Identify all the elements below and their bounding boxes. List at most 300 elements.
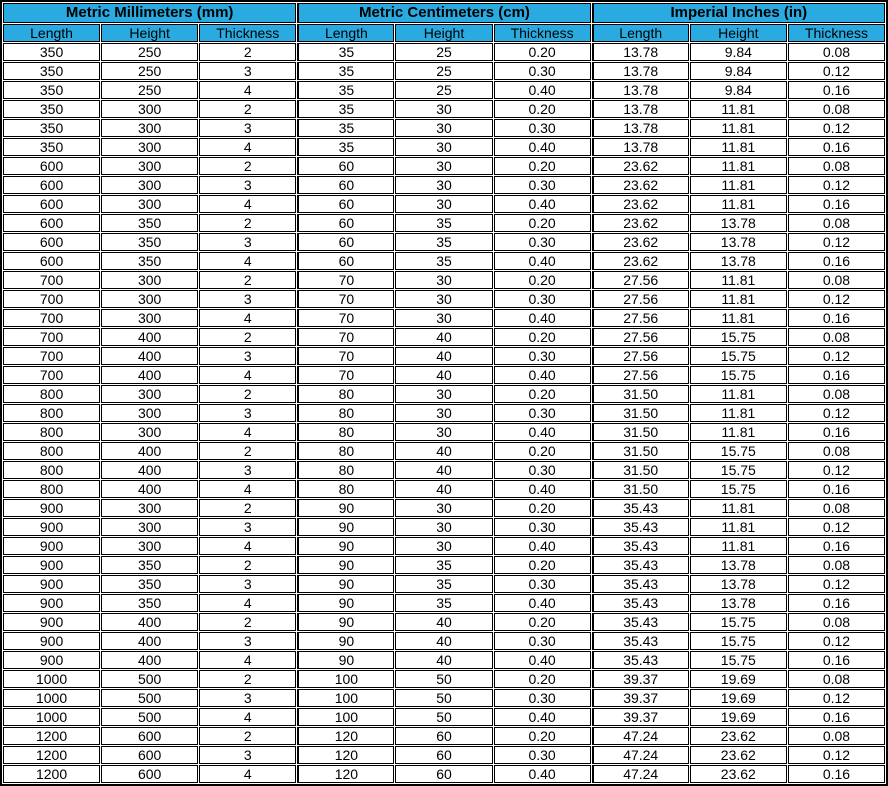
table-cell: 0.12 <box>788 290 885 308</box>
table-cell: 4 <box>199 708 296 726</box>
table-cell: 25 <box>395 43 492 61</box>
table-cell: 800 <box>3 480 100 498</box>
table-row <box>3 157 885 175</box>
table-cell: 3 <box>199 347 296 365</box>
table-row <box>3 423 885 441</box>
table-cell: 800 <box>3 404 100 422</box>
table-cell: 100 <box>297 708 394 726</box>
table-cell: 13.78 <box>592 62 689 80</box>
table-cell: 60 <box>395 765 492 783</box>
table-cell: 31.50 <box>592 404 689 422</box>
table-row <box>3 746 885 764</box>
table-cell: 350 <box>3 100 100 118</box>
table-cell: 300 <box>101 271 198 289</box>
table-cell: 1000 <box>3 708 100 726</box>
table-cell: 90 <box>297 556 394 574</box>
table-cell: 900 <box>3 537 100 555</box>
table-cell: 0.20 <box>494 442 591 460</box>
table-cell: 0.20 <box>494 385 591 403</box>
table-cell: 23.62 <box>690 765 787 783</box>
table-cell: 0.08 <box>788 385 885 403</box>
table-cell: 13.78 <box>690 556 787 574</box>
table-cell: 35 <box>395 556 492 574</box>
table-row <box>3 233 885 251</box>
table-cell: 3 <box>199 62 296 80</box>
table-cell: 80 <box>297 385 394 403</box>
table-cell: 27.56 <box>592 347 689 365</box>
table-cell: 0.16 <box>788 138 885 156</box>
table-cell: 0.12 <box>788 233 885 251</box>
table-cell: 350 <box>101 252 198 270</box>
table-cell: 350 <box>101 575 198 593</box>
table-cell: 0.30 <box>494 575 591 593</box>
table-cell: 11.81 <box>690 499 787 517</box>
table-cell: 600 <box>3 157 100 175</box>
table-cell: 11.81 <box>690 309 787 327</box>
table-cell: 4 <box>199 138 296 156</box>
table-cell: 11.81 <box>690 119 787 137</box>
table-cell: 15.75 <box>690 461 787 479</box>
table-cell: 40 <box>395 613 492 631</box>
table-row <box>3 404 885 422</box>
table-cell: 11.81 <box>690 138 787 156</box>
table-cell: 60 <box>297 195 394 213</box>
table-cell: 15.75 <box>690 366 787 384</box>
table-cell: 35.43 <box>592 575 689 593</box>
table-cell: 39.37 <box>592 689 689 707</box>
table-cell: 2 <box>199 328 296 346</box>
table-cell: 120 <box>297 765 394 783</box>
table-cell: 3 <box>199 290 296 308</box>
table-cell: 900 <box>3 518 100 536</box>
table-cell: 100 <box>297 670 394 688</box>
table-cell: 90 <box>297 537 394 555</box>
table-cell: 35.43 <box>592 651 689 669</box>
column-header-mm-thickness: Thickness <box>199 24 296 42</box>
table-cell: 70 <box>297 347 394 365</box>
table-cell: 1200 <box>3 746 100 764</box>
table-row <box>3 176 885 194</box>
table-cell: 0.40 <box>494 708 591 726</box>
table-row <box>3 594 885 612</box>
table-cell: 70 <box>297 328 394 346</box>
table-row <box>3 727 885 745</box>
table-cell: 31.50 <box>592 461 689 479</box>
table-cell: 19.69 <box>690 689 787 707</box>
table-cell: 0.30 <box>494 518 591 536</box>
table-cell: 0.08 <box>788 670 885 688</box>
table-cell: 2 <box>199 670 296 688</box>
table-cell: 13.78 <box>690 233 787 251</box>
table-row <box>3 366 885 384</box>
table-row <box>3 309 885 327</box>
column-header-in-height: Height <box>690 24 787 42</box>
table-cell: 500 <box>101 708 198 726</box>
table-cell: 4 <box>199 252 296 270</box>
table-cell: 300 <box>101 309 198 327</box>
table-cell: 2 <box>199 100 296 118</box>
table-cell: 120 <box>297 727 394 745</box>
table-cell: 35 <box>297 62 394 80</box>
table-cell: 19.69 <box>690 670 787 688</box>
table-row <box>3 328 885 346</box>
table-cell: 0.16 <box>788 195 885 213</box>
table-cell: 13.78 <box>690 575 787 593</box>
table-row <box>3 385 885 403</box>
table-row <box>3 613 885 631</box>
table-row <box>3 689 885 707</box>
table-cell: 0.30 <box>494 62 591 80</box>
table-cell: 9.84 <box>690 62 787 80</box>
table-cell: 40 <box>395 480 492 498</box>
table-cell: 40 <box>395 632 492 650</box>
table-cell: 30 <box>395 195 492 213</box>
table-cell: 35 <box>395 252 492 270</box>
table-cell: 30 <box>395 119 492 137</box>
table-cell: 60 <box>395 746 492 764</box>
table-cell: 0.40 <box>494 366 591 384</box>
table-cell: 35 <box>297 81 394 99</box>
table-cell: 900 <box>3 632 100 650</box>
table-cell: 300 <box>101 423 198 441</box>
column-header-mm-height: Height <box>101 24 198 42</box>
table-cell: 70 <box>297 366 394 384</box>
table-cell: 4 <box>199 423 296 441</box>
group-header-row <box>3 3 885 23</box>
table-cell: 30 <box>395 385 492 403</box>
table-cell: 0.16 <box>788 423 885 441</box>
table-cell: 0.40 <box>494 594 591 612</box>
group-header-imperial-inches: Imperial Inches (in) <box>592 3 885 23</box>
table-cell: 0.30 <box>494 233 591 251</box>
table-cell: 35.43 <box>592 613 689 631</box>
table-cell: 13.78 <box>592 81 689 99</box>
table-cell: 13.78 <box>592 43 689 61</box>
table-row <box>3 271 885 289</box>
table-cell: 11.81 <box>690 100 787 118</box>
table-cell: 0.40 <box>494 423 591 441</box>
table-cell: 0.12 <box>788 176 885 194</box>
table-cell: 70 <box>297 271 394 289</box>
table-cell: 0.16 <box>788 708 885 726</box>
table-cell: 700 <box>3 328 100 346</box>
table-row <box>3 651 885 669</box>
table-cell: 350 <box>3 81 100 99</box>
table-cell: 23.62 <box>592 233 689 251</box>
table-cell: 3 <box>199 461 296 479</box>
table-cell: 700 <box>3 309 100 327</box>
table-cell: 3 <box>199 575 296 593</box>
table-cell: 0.16 <box>788 651 885 669</box>
table-cell: 3 <box>199 233 296 251</box>
table-cell: 30 <box>395 518 492 536</box>
table-cell: 35.43 <box>592 499 689 517</box>
table-cell: 0.12 <box>788 632 885 650</box>
table-cell: 0.40 <box>494 480 591 498</box>
table-cell: 30 <box>395 309 492 327</box>
table-cell: 2 <box>199 499 296 517</box>
table-cell: 11.81 <box>690 176 787 194</box>
table-cell: 90 <box>297 651 394 669</box>
table-cell: 500 <box>101 670 198 688</box>
table-cell: 700 <box>3 366 100 384</box>
table-cell: 350 <box>101 233 198 251</box>
table-cell: 0.20 <box>494 43 591 61</box>
table-cell: 600 <box>3 214 100 232</box>
table-cell: 0.08 <box>788 157 885 175</box>
table-cell: 0.20 <box>494 100 591 118</box>
table-cell: 0.20 <box>494 328 591 346</box>
table-cell: 35 <box>297 119 394 137</box>
table-cell: 60 <box>297 157 394 175</box>
table-cell: 60 <box>297 214 394 232</box>
table-cell: 31.50 <box>592 442 689 460</box>
table-cell: 70 <box>297 290 394 308</box>
table-cell: 250 <box>101 62 198 80</box>
table-cell: 0.40 <box>494 252 591 270</box>
table-cell: 400 <box>101 632 198 650</box>
table-cell: 90 <box>297 499 394 517</box>
table-cell: 300 <box>101 537 198 555</box>
table-body <box>3 43 885 783</box>
table-cell: 1200 <box>3 765 100 783</box>
table-cell: 0.20 <box>494 214 591 232</box>
table-cell: 4 <box>199 594 296 612</box>
table-cell: 600 <box>101 765 198 783</box>
table-cell: 25 <box>395 81 492 99</box>
column-header-in-thickness: Thickness <box>788 24 885 42</box>
table-cell: 400 <box>101 442 198 460</box>
table-cell: 300 <box>101 138 198 156</box>
table-cell: 0.30 <box>494 347 591 365</box>
table-cell: 0.08 <box>788 271 885 289</box>
table-cell: 350 <box>101 214 198 232</box>
table-cell: 39.37 <box>592 708 689 726</box>
table-cell: 0.30 <box>494 689 591 707</box>
table-cell: 300 <box>101 499 198 517</box>
table-cell: 0.12 <box>788 347 885 365</box>
table-row <box>3 119 885 137</box>
table-cell: 60 <box>297 252 394 270</box>
table-row <box>3 442 885 460</box>
table-row <box>3 518 885 536</box>
table-cell: 30 <box>395 100 492 118</box>
table-cell: 40 <box>395 461 492 479</box>
table-cell: 50 <box>395 708 492 726</box>
table-cell: 9.84 <box>690 81 787 99</box>
table-cell: 0.30 <box>494 176 591 194</box>
table-cell: 0.16 <box>788 81 885 99</box>
table-cell: 900 <box>3 556 100 574</box>
table-cell: 4 <box>199 765 296 783</box>
table-cell: 350 <box>3 138 100 156</box>
table-row <box>3 556 885 574</box>
table-cell: 300 <box>101 290 198 308</box>
table-cell: 4 <box>199 480 296 498</box>
table-cell: 15.75 <box>690 632 787 650</box>
table-row <box>3 347 885 365</box>
table-cell: 0.40 <box>494 537 591 555</box>
table-cell: 0.30 <box>494 119 591 137</box>
table-cell: 35 <box>395 233 492 251</box>
table-cell: 400 <box>101 461 198 479</box>
table-cell: 800 <box>3 461 100 479</box>
table-cell: 70 <box>297 309 394 327</box>
table-cell: 23.62 <box>592 195 689 213</box>
table-cell: 0.30 <box>494 746 591 764</box>
table-cell: 11.81 <box>690 537 787 555</box>
table-cell: 15.75 <box>690 480 787 498</box>
table-cell: 30 <box>395 176 492 194</box>
table-cell: 80 <box>297 442 394 460</box>
table-cell: 2 <box>199 556 296 574</box>
table-cell: 0.16 <box>788 309 885 327</box>
table-cell: 25 <box>395 62 492 80</box>
table-cell: 31.50 <box>592 385 689 403</box>
table-cell: 900 <box>3 651 100 669</box>
table-cell: 2 <box>199 442 296 460</box>
table-row <box>3 480 885 498</box>
table-cell: 2 <box>199 271 296 289</box>
table-cell: 300 <box>101 176 198 194</box>
table-cell: 350 <box>101 594 198 612</box>
table-cell: 400 <box>101 651 198 669</box>
table-cell: 23.62 <box>690 727 787 745</box>
table-cell: 15.75 <box>690 651 787 669</box>
table-cell: 15.75 <box>690 347 787 365</box>
table-cell: 47.24 <box>592 727 689 745</box>
table-cell: 0.40 <box>494 138 591 156</box>
table-cell: 35 <box>395 594 492 612</box>
table-cell: 11.81 <box>690 157 787 175</box>
table-cell: 80 <box>297 404 394 422</box>
table-cell: 700 <box>3 290 100 308</box>
table-cell: 13.78 <box>690 594 787 612</box>
table-cell: 0.12 <box>788 62 885 80</box>
table-cell: 31.50 <box>592 480 689 498</box>
table-cell: 0.12 <box>788 575 885 593</box>
table-cell: 0.08 <box>788 43 885 61</box>
table-cell: 0.12 <box>788 689 885 707</box>
table-cell: 0.40 <box>494 309 591 327</box>
table-cell: 40 <box>395 347 492 365</box>
table-cell: 11.81 <box>690 423 787 441</box>
table-cell: 30 <box>395 271 492 289</box>
table-cell: 4 <box>199 651 296 669</box>
table-cell: 700 <box>3 271 100 289</box>
table-cell: 0.20 <box>494 271 591 289</box>
table-row <box>3 214 885 232</box>
table-cell: 3 <box>199 518 296 536</box>
table-cell: 31.50 <box>592 423 689 441</box>
table-cell: 4 <box>199 309 296 327</box>
table-cell: 0.16 <box>788 252 885 270</box>
table-cell: 0.20 <box>494 157 591 175</box>
table-cell: 0.16 <box>788 480 885 498</box>
table-cell: 300 <box>101 385 198 403</box>
table-cell: 27.56 <box>592 309 689 327</box>
table-cell: 30 <box>395 423 492 441</box>
table-cell: 35 <box>395 575 492 593</box>
table-cell: 2 <box>199 157 296 175</box>
table-cell: 0.12 <box>788 404 885 422</box>
table-cell: 60 <box>297 176 394 194</box>
table-cell: 15.75 <box>690 613 787 631</box>
table-cell: 35.43 <box>592 594 689 612</box>
table-cell: 35.43 <box>592 537 689 555</box>
table-cell: 80 <box>297 461 394 479</box>
table-cell: 0.08 <box>788 727 885 745</box>
table-cell: 4 <box>199 81 296 99</box>
table-cell: 600 <box>3 195 100 213</box>
table-cell: 600 <box>3 233 100 251</box>
table-cell: 60 <box>395 727 492 745</box>
table-cell: 35 <box>297 138 394 156</box>
table-row <box>3 537 885 555</box>
table-cell: 11.81 <box>690 271 787 289</box>
table-cell: 35.43 <box>592 556 689 574</box>
table-cell: 2 <box>199 43 296 61</box>
table-cell: 13.78 <box>592 138 689 156</box>
table-cell: 30 <box>395 290 492 308</box>
table-row <box>3 62 885 80</box>
table-cell: 0.40 <box>494 651 591 669</box>
table-row <box>3 575 885 593</box>
table-cell: 300 <box>101 195 198 213</box>
table-row <box>3 195 885 213</box>
table-cell: 35 <box>297 43 394 61</box>
table-cell: 350 <box>101 556 198 574</box>
table-cell: 0.40 <box>494 195 591 213</box>
table-cell: 0.30 <box>494 404 591 422</box>
table-cell: 0.40 <box>494 81 591 99</box>
table-cell: 30 <box>395 157 492 175</box>
table-cell: 11.81 <box>690 404 787 422</box>
table-row <box>3 499 885 517</box>
table-cell: 600 <box>3 176 100 194</box>
table-cell: 400 <box>101 480 198 498</box>
table-row <box>3 43 885 61</box>
table-cell: 800 <box>3 385 100 403</box>
table-cell: 300 <box>101 100 198 118</box>
table-cell: 80 <box>297 480 394 498</box>
table-cell: 40 <box>395 366 492 384</box>
table-cell: 27.56 <box>592 271 689 289</box>
table-cell: 9.84 <box>690 43 787 61</box>
table-cell: 35 <box>297 100 394 118</box>
table-cell: 1000 <box>3 670 100 688</box>
table-cell: 13.78 <box>592 119 689 137</box>
table-row <box>3 765 885 783</box>
table-cell: 2 <box>199 385 296 403</box>
table-cell: 3 <box>199 119 296 137</box>
table-cell: 3 <box>199 632 296 650</box>
group-header-metric-centimeters: Metric Centimeters (cm) <box>297 3 590 23</box>
table-cell: 500 <box>101 689 198 707</box>
table-cell: 2 <box>199 214 296 232</box>
table-cell: 250 <box>101 81 198 99</box>
table-cell: 19.69 <box>690 708 787 726</box>
column-header-mm-length: Length <box>3 24 100 42</box>
table-cell: 4 <box>199 366 296 384</box>
table-cell: 350 <box>3 119 100 137</box>
table-row <box>3 100 885 118</box>
table-cell: 30 <box>395 404 492 422</box>
table-cell: 4 <box>199 537 296 555</box>
table-cell: 900 <box>3 594 100 612</box>
table-cell: 35.43 <box>592 632 689 650</box>
table-cell: 11.81 <box>690 195 787 213</box>
